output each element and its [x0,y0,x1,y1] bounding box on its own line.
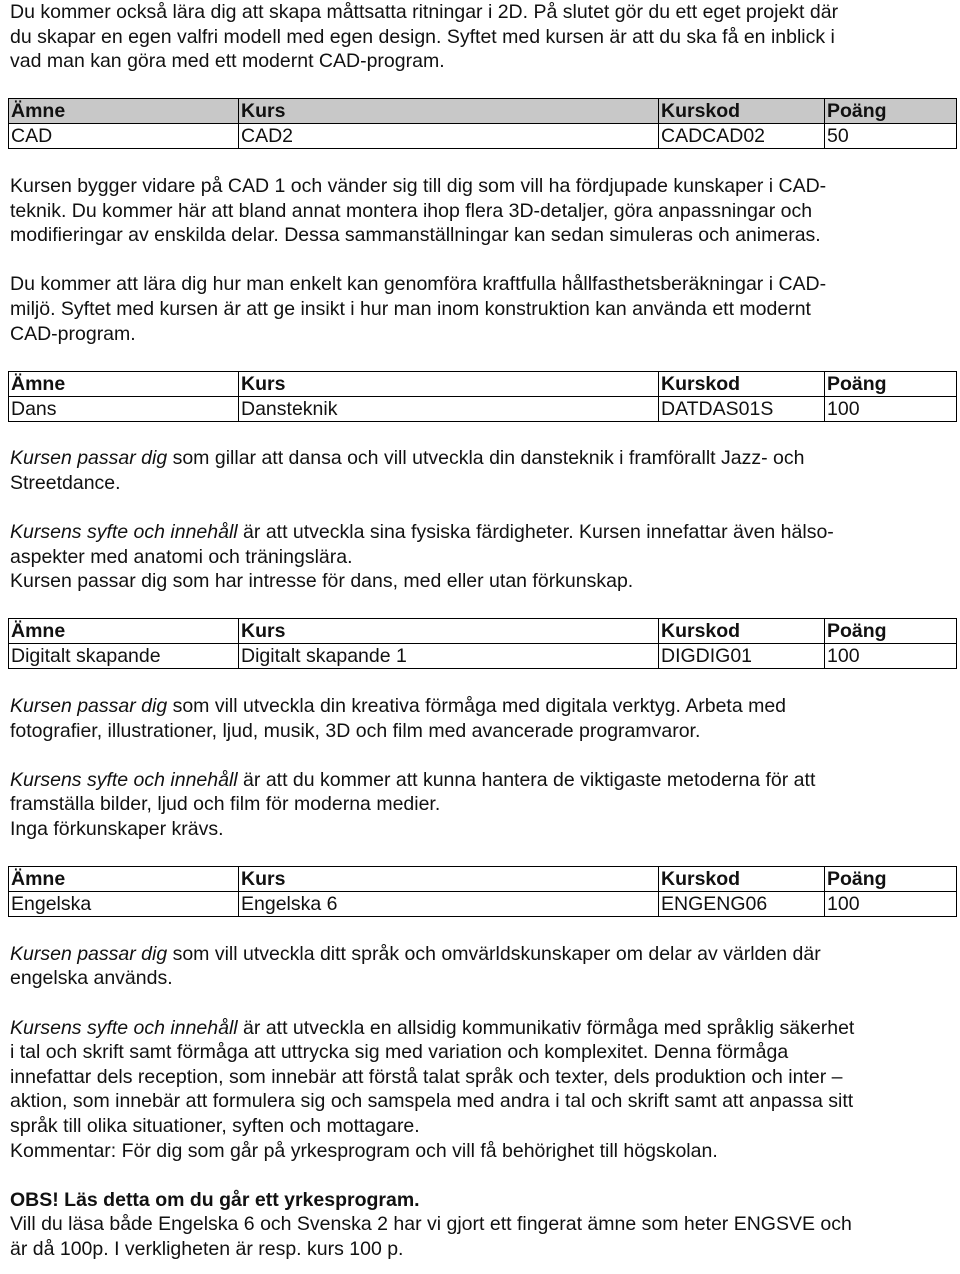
cell-course: Engelska 6 [239,892,659,917]
table-header-row [9,371,957,396]
table-row [9,644,957,669]
cell-course: CAD2 [239,124,659,149]
cell-subject: CAD [9,124,239,149]
cell-subject: Digitalt skapande [9,644,239,669]
text-line: Vill du läsa både Engelska 6 och Svenska 2 har vi gjort ett fingerat ämne som heter ENGSVE och [10,1213,852,1236]
cell-points: 100 [825,396,957,421]
emphasis: Kursens syfte och innehåll [10,768,238,791]
text-line: Streetdance. [10,471,121,494]
header-points: Poäng [825,99,957,124]
text-line: aktion, som innebär att formulera sig och samspela med andra i tal och skrift samt att anpassa sitt [10,1090,854,1113]
text-line [10,694,958,719]
header-points: Poäng [825,371,957,396]
text-line: Du kommer också lära dig att skapa måttsatta ritningar i 2D. På slutet gör du ett eget projekt där [10,1,839,23]
text-line: vad man kan göra med ett modernt CAD-program. [10,50,445,73]
text-line: aspekter med anatomi och träningslära. [10,545,353,568]
text-line: fotografier, illustrationer, ljud, musik, 3D och film med avancerade programvaror. [10,719,701,742]
course-table-dans [8,371,957,422]
emphasis: Kursen passar dig [10,447,168,470]
header-course: Kurs [239,867,659,892]
header-points: Poäng [825,867,957,892]
header-course: Kurs [239,371,659,396]
header-subject: Ämne [9,99,239,124]
cell-code: CADCAD02 [659,124,825,149]
cell-subject: Engelska [9,892,239,917]
cell-points: 50 [825,124,957,149]
text-line: modifieringar av enskilda delar. Dessa sammanställningar kan sedan simuleras och animeras. [10,224,821,247]
digitalt-description-2 [10,768,958,842]
course-table-engelska [8,866,957,917]
cad-description-2 [10,272,958,346]
table-header-row [9,867,957,892]
cell-code: DATDAS01S [659,396,825,421]
text-line: Du kommer att lära dig hur man enkelt kan genomföra kraftfulla hållfasthetsberäkningar i CAD- [10,273,827,296]
text-line: innefattar dels reception, som innebär att förstå talat språk och texter, dels produktion och inter – [10,1065,843,1088]
dans-description-2 [10,520,958,594]
digitalt-description-1 [10,694,958,743]
text-line: i tal och skrift samt förmåga att uttrycka sig med variation och komplexitet. Denna förmåga [10,1041,789,1064]
cell-points: 100 [825,644,957,669]
text-line: CAD-program. [10,322,136,345]
text-line: Kursen bygger vidare på CAD 1 och vänder sig till dig som vill ha fördjupade kunskaper i CAD- [10,174,827,197]
text-line [10,520,958,545]
text-span: som vill utveckla ditt språk och omvärldskunskaper om delar av världen där [167,942,821,965]
text-line [10,446,958,471]
text-span: är att utveckla sina fysiska färdigheter. Kursen innefattar även hälso- [237,521,834,544]
text-line: Kommentar: För dig som går på yrkesprogram och vill få behörighet till högskolan. [10,1139,718,1162]
table-row [9,124,957,149]
text-line: teknik. Du kommer här att bland annat montera ihop flera 3D-detaljer, göra anpassningar och [10,199,813,222]
emphasis: Kursen passar dig [10,942,168,965]
header-course: Kurs [239,619,659,644]
table-header-row [9,619,957,644]
header-code: Kurskod [659,371,825,396]
text-span: som vill utveckla din kreativa förmåga med digitala verktyg. Arbeta med [167,695,787,718]
engelska-description-2 [10,1016,958,1164]
text-span: är att utveckla en allsidig kommunikativ förmåga med språklig säkerhet [237,1016,855,1039]
cell-course: Dansteknik [239,396,659,421]
table-row [9,396,957,421]
header-subject: Ämne [9,867,239,892]
text-line: språk till olika situationer, syften och mottagare. [10,1114,420,1137]
cad-description-1 [10,174,958,248]
header-subject: Ämne [9,619,239,644]
text-line: engelska används. [10,967,173,990]
cell-code: DIGDIG01 [659,644,825,669]
header-points: Poäng [825,619,957,644]
cell-course: Digitalt skapande 1 [239,644,659,669]
text-line [10,768,958,793]
text-line: är då 100p. I verkligheten är resp. kurs 100 p. [10,1237,404,1260]
header-code: Kurskod [659,867,825,892]
text-line: miljö. Syftet med kursen är att ge insikt i hur man inom konstruktion kan använda ett modernt [10,297,811,320]
text-line: Inga förkunskaper krävs. [10,818,224,841]
text-span: är att du kommer att kunna hantera de viktigaste metoderna för att [237,768,816,791]
text-line [10,1016,958,1041]
engelska-description-1 [10,942,958,991]
course-table-digitalt [8,618,957,669]
emphasis: Kursen passar dig [10,695,168,718]
table-header-row [9,99,957,124]
header-course: Kurs [239,99,659,124]
dans-description-1 [10,446,958,495]
emphasis: Kursens syfte och innehåll [10,1016,238,1039]
text-line: du skapar en egen valfri modell med egen design. Syftet med kursen är att du ska få en inblick i [10,25,835,48]
cell-subject: Dans [9,396,239,421]
cell-points: 100 [825,892,957,917]
text-line: framställa bilder, ljud och film för moderna medier. [10,793,441,816]
text-line: Kursen passar dig som har intresse för dans, med eller utan förkunskap. [10,570,634,593]
table-row [9,892,957,917]
header-code: Kurskod [659,99,825,124]
intro-paragraph [10,0,958,74]
document-page [10,0,958,1262]
obs-notice [10,1188,958,1262]
obs-title: OBS! Läs detta om du går ett yrkesprogram. [10,1188,420,1211]
cell-code: ENGENG06 [659,892,825,917]
header-code: Kurskod [659,619,825,644]
course-table-cad [8,98,957,149]
text-span: som gillar att dansa och vill utveckla din dansteknik i framförallt Jazz- och [167,447,805,470]
text-line [10,942,958,967]
header-subject: Ämne [9,371,239,396]
emphasis: Kursens syfte och innehåll [10,521,238,544]
